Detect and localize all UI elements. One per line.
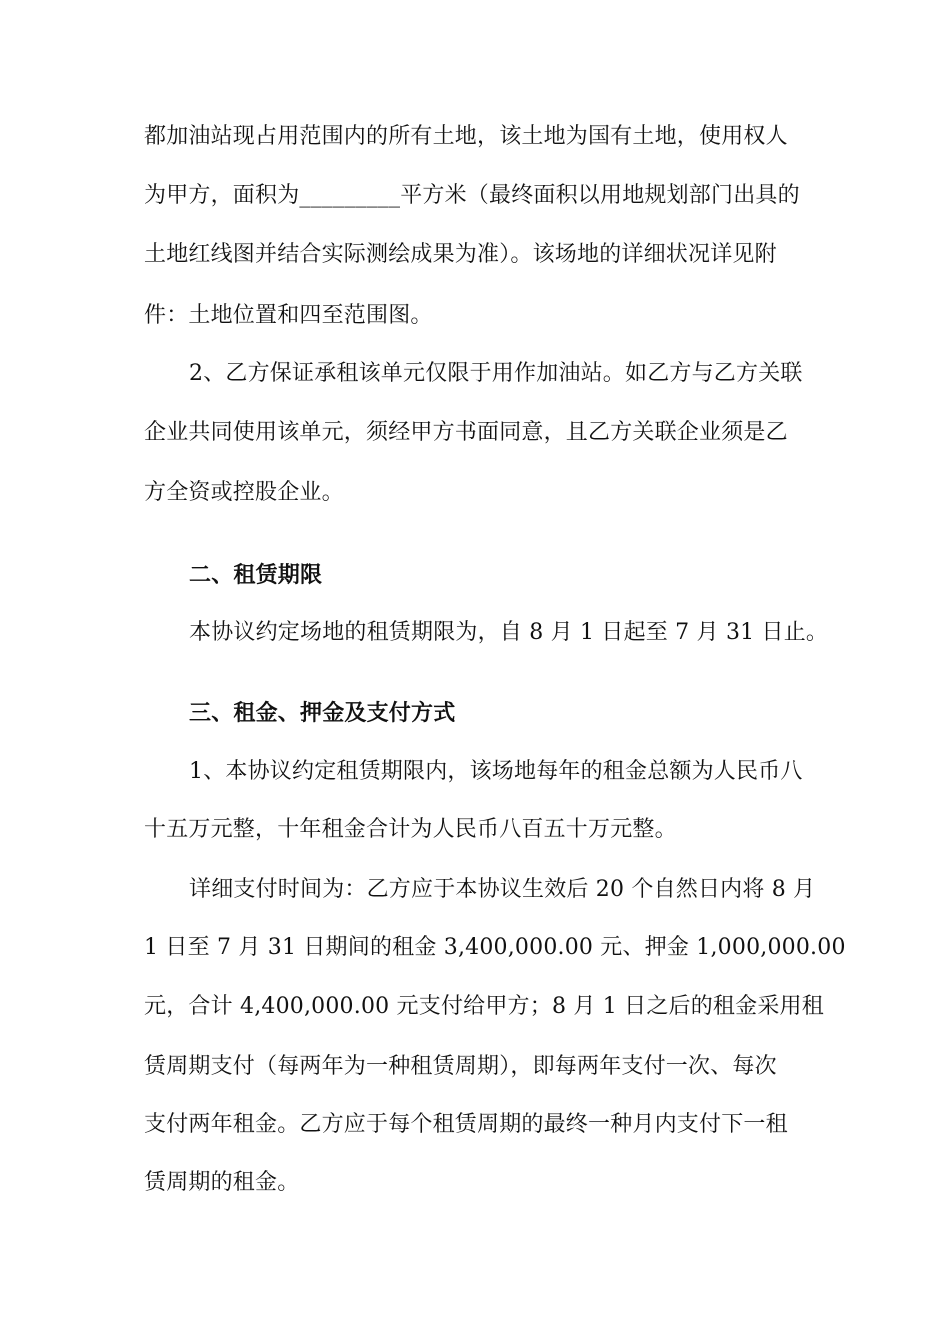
clause-2-line: 2、乙方保证承租该单元仅限于用作加油站。如乙方与乙方关联 bbox=[189, 361, 803, 386]
lease-term-line: 本协议约定场地的租赁期限为，自 8 月 1 日起至 7 月 31 日止。 bbox=[189, 620, 829, 645]
paragraph-line: 企业共同使用该单元，须经甲方书面同意，且乙方关联企业须是乙 bbox=[144, 420, 788, 445]
section-heading-lease-term: 二、租赁期限 bbox=[189, 562, 323, 588]
paragraph-line: 十五万元整，十年租金合计为人民币八百五十万元整。 bbox=[144, 817, 677, 842]
paragraph-line: 为甲方，面积为_________平方米（最终面积以用地规划部门出具的 bbox=[144, 183, 800, 208]
paragraph-line: 赁周期的租金。 bbox=[144, 1170, 300, 1195]
paragraph-line: 件：土地位置和四至范围图。 bbox=[144, 303, 433, 328]
payment-detail-line: 详细支付时间为：乙方应于本协议生效后 20 个自然日内将 8 月 bbox=[189, 877, 816, 902]
paragraph-line: 方全资或控股企业。 bbox=[144, 480, 344, 505]
clause-1-line: 1、本协议约定租赁期限内，该场地每年的租金总额为人民币八 bbox=[189, 759, 803, 784]
paragraph-line: 支付两年租金。乙方应于每个租赁周期的最终一种月内支付下一租 bbox=[144, 1112, 788, 1137]
paragraph-line: 土地红线图并结合实际测绘成果为准）。该场地的详细状况详见附 bbox=[144, 242, 777, 267]
paragraph-line: 都加油站现占用范围内的所有土地，该土地为国有土地，使用权人 bbox=[144, 124, 788, 149]
paragraph-line: 1 日至 7 月 31 日期间的租金 3,400,000.00 元、押金 1,000,000.00 bbox=[144, 935, 846, 960]
paragraph-line: 元，合计 4,400,000.00 元支付给甲方；8 月 1 日之后的租金采用租 bbox=[144, 994, 824, 1019]
paragraph-line: 赁周期支付（每两年为一种租赁周期），即每两年支付一次、每次 bbox=[144, 1054, 777, 1079]
section-heading-rent-deposit: 三、租金、押金及支付方式 bbox=[189, 700, 456, 726]
